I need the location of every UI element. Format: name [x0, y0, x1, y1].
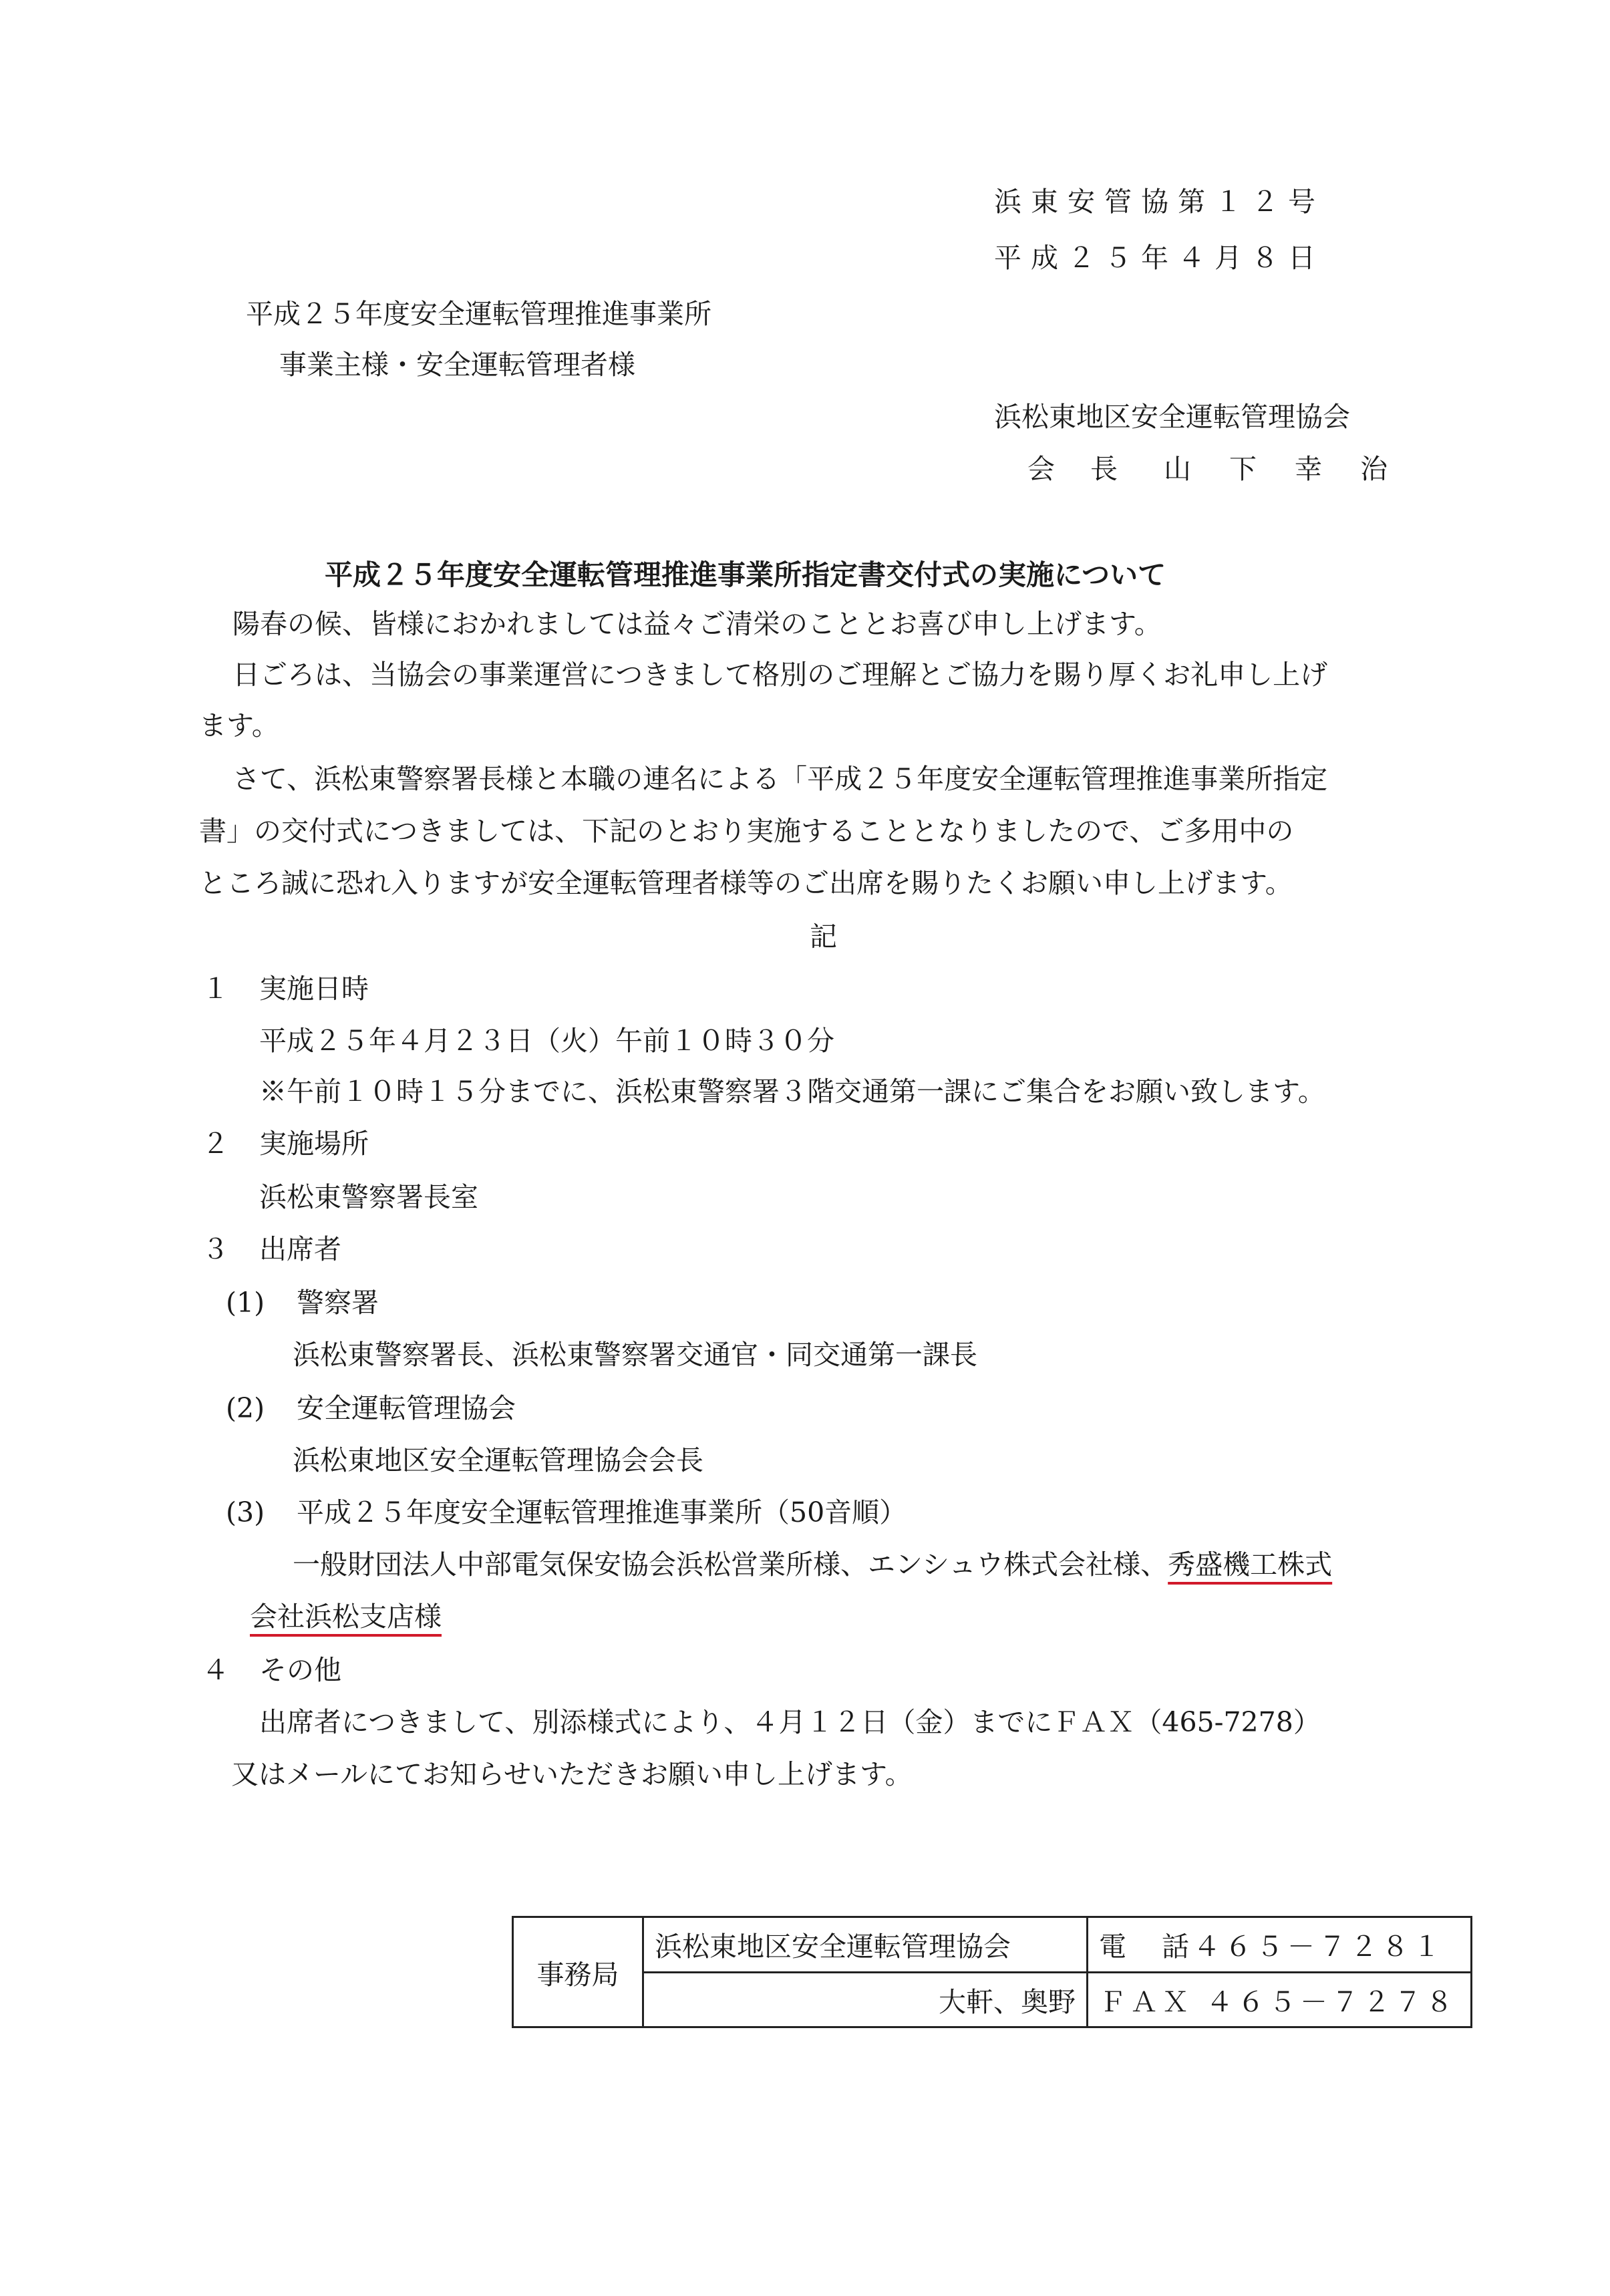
- body-paragraph2-line2: ます。: [199, 709, 279, 742]
- sub3-attendees-part1: 一般財団法人中部電気保安協会浜松営業所様、エンシュウ株式会社様、: [293, 1548, 1168, 1581]
- body-greeting: 陽春の候、皆様におかれましては益々ご清栄のこととお喜び申し上げます。: [232, 608, 1162, 640]
- item1-number: １: [202, 973, 229, 1005]
- sub3-attendees-highlight: 秀盛機工株式: [1168, 1548, 1333, 1581]
- item4-line1: 出席者につきまして、別添様式により、４月１２日（金）までにＦＡＸ（465-7278）: [259, 1706, 1321, 1738]
- sender-role: 会 長: [1027, 453, 1122, 485]
- item3-heading: 出席者: [259, 1233, 341, 1265]
- item3-number: ３: [202, 1233, 229, 1265]
- sub3-number: (3): [226, 1496, 265, 1528]
- sub2-number: (2): [226, 1392, 265, 1424]
- item2-heading: 実施場所: [259, 1128, 369, 1160]
- item4-number: ４: [202, 1654, 229, 1686]
- ki-marker: 記: [810, 921, 837, 953]
- document-number: 浜東安管協第１２号: [994, 186, 1325, 218]
- sub3-heading: 平成２５年度安全運転管理推進事業所（50音順）: [297, 1496, 907, 1528]
- addressee-line2: 事業主様・安全運転管理者様: [279, 349, 635, 381]
- body-paragraph2-line1: 日ごろは、当協会の事業運営につきまして格別のご理解とご協力を賜り厚くお礼申し上げ: [232, 659, 1328, 691]
- sub1-number: (1): [226, 1287, 265, 1319]
- sub1-attendees: 浜松東警察署長、浜松東警察署交通官・同交通第一課長: [293, 1339, 977, 1371]
- sender-name: 山 下 幸 治: [1164, 453, 1393, 485]
- sub1-heading: 警察署: [297, 1287, 379, 1319]
- contact-organization: 浜松東地区安全運転管理協会: [643, 1917, 1088, 1973]
- item1-datetime: 平成２５年４月２３日（火）午前１０時３０分: [259, 1025, 834, 1057]
- sub2-attendees: 浜松東地区安全運転管理協会会長: [293, 1444, 703, 1476]
- item4-line2: 又はメールにてお知らせいただきお願い申し上げます。: [231, 1758, 913, 1790]
- body-paragraph3-line3: ところ誠に恐れ入りますが安全運転管理者様等のご出席を賜りたくお願い申し上げます。: [199, 867, 1293, 899]
- body-paragraph3-line1: さて、浜松東警察署長様と本職の連名による「平成２５年度安全運転管理推進事業所指定: [232, 763, 1328, 795]
- sub3-attendees-line1: [293, 1548, 1332, 1581]
- document-date: 平成２５年４月８日: [994, 242, 1325, 274]
- sub3-attendees-line2: 会社浜松支店様: [250, 1601, 442, 1633]
- item1-note: ※午前１０時１５分までに、浜松東警察署３階交通第一課にご集合をお願い致します。: [259, 1076, 1325, 1108]
- addressee-line1: 平成２５年度安全運転管理推進事業所: [246, 298, 711, 330]
- item4-heading: その他: [259, 1654, 341, 1686]
- contact-box: [512, 1916, 1472, 2028]
- document-title: 平成２５年度安全運転管理推進事業所指定書交付式の実施について: [325, 558, 1166, 591]
- contact-label: 事務局: [513, 1917, 643, 2027]
- body-paragraph3-line2: 書」の交付式につきましては、下記のとおり実施することとなりましたので、ご多用中の: [199, 815, 1294, 847]
- sender-organization: 浜松東地区安全運転管理協会: [994, 401, 1350, 433]
- contact-telephone: 電 話４６５－７２８１: [1088, 1917, 1472, 1973]
- item2-number: ２: [202, 1128, 229, 1160]
- contact-fax: ＦＡＸ ４６５－７２７８: [1088, 1972, 1472, 2027]
- item2-place: 浜松東警察署長室: [259, 1181, 478, 1213]
- contact-staff: 大軒、奥野: [643, 1972, 1088, 2027]
- sub2-heading: 安全運転管理協会: [297, 1392, 516, 1424]
- item1-heading: 実施日時: [259, 973, 369, 1005]
